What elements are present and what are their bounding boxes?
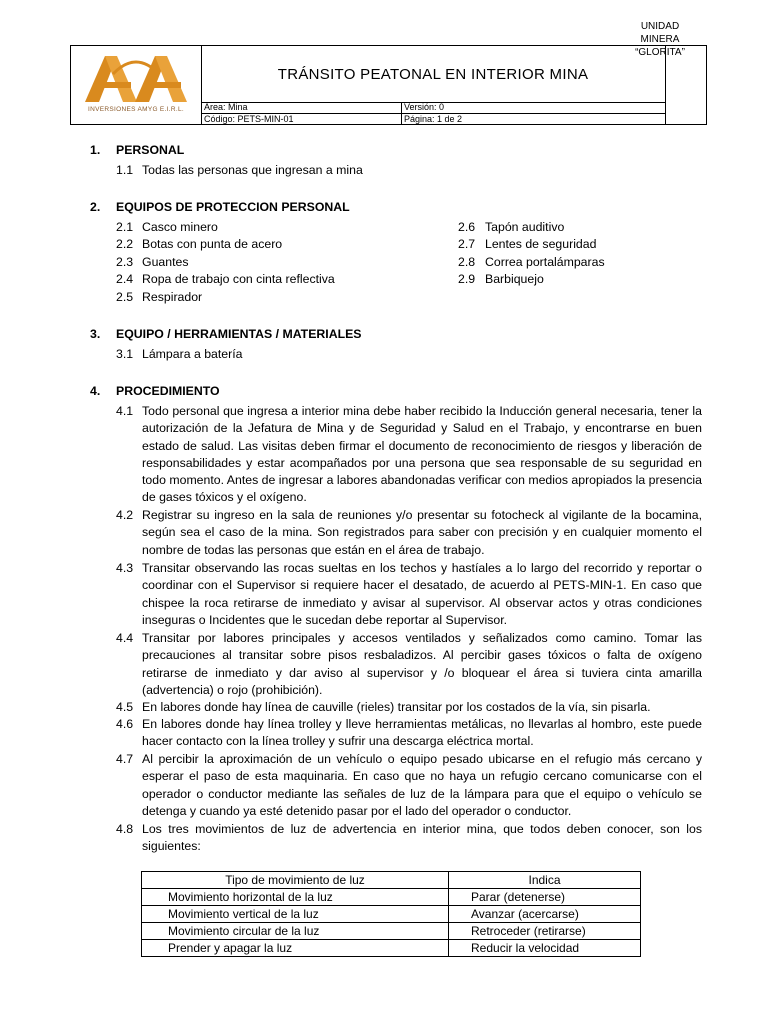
item-number: 4.2 xyxy=(116,508,134,522)
table-header-row xyxy=(142,872,641,889)
item-number: 4.4 xyxy=(116,631,134,645)
table-cell: Movimiento horizontal de la luz xyxy=(142,889,449,906)
table-row xyxy=(142,923,641,940)
list-item: Lámpara a batería xyxy=(142,347,243,361)
procedure-paragraph: Los tres movimientos de luz de advertencia en interior mina, que todos deben conocer, son los siguientes: xyxy=(142,822,702,854)
item-number: 2.8 xyxy=(458,255,476,269)
table-cell: Prender y apagar la luz xyxy=(142,940,449,957)
company-logo xyxy=(83,52,189,104)
section-4-title: PROCEDIMIENTO xyxy=(116,384,220,398)
table-cell: Reducir la velocidad xyxy=(449,940,641,957)
list-item: Respirador xyxy=(142,290,203,304)
table-cell: Movimiento vertical de la luz xyxy=(142,906,449,923)
list-item: Correa portalámparas xyxy=(485,255,605,269)
procedure-paragraph: Al percibir la aproximación de un vehículo o equipo pesado ubicarse en el refugio más cercano y esperar el paso de esta maquinaria. En caso que no haya un refugio cercano comunicarse con el operador o conductor mediante las señales de luz de la lámpara para que el equipo o vehículo se detenga y cuando ya esté detenido pasar por el lado del operador o conductor. xyxy=(142,752,702,818)
item-number: 4.8 xyxy=(116,822,134,836)
section-3-title: EQUIPO / HERRAMIENTAS / MATERIALES xyxy=(116,327,362,341)
list-item: Todas las personas que ingresan a mina xyxy=(142,163,363,177)
item-number: 2.6 xyxy=(458,220,476,234)
item-number: 2.5 xyxy=(116,290,134,304)
table-row xyxy=(142,906,641,923)
item-number: 3.1 xyxy=(116,347,134,361)
logo-cell xyxy=(71,46,202,124)
procedure-paragraph: Transitar por labores principales y accesos ventilados y señalizados como camino. Tomar las precauciones al transitar sobre pisos resbaladizos. Al percibir gases tóxicos o falta de oxígeno retirarse de inmediato y dar aviso al supervisor y /o bloquear el área si tuviera cinta amarilla (advertencia) o rojo (prohibición). xyxy=(142,631,702,697)
section-3-number: 3. xyxy=(90,327,101,341)
section-1-title: PERSONAL xyxy=(116,143,185,157)
table-cell: Movimiento circular de la luz xyxy=(142,923,449,940)
table-cell: Retroceder (retirarse) xyxy=(449,923,641,940)
section-1-number: 1. xyxy=(90,143,101,157)
table-cell: Parar (detenerse) xyxy=(449,889,641,906)
item-number: 4.3 xyxy=(116,561,134,575)
procedure-paragraph: Registrar su ingreso en la sala de reuniones y/o presentar su fotocheck al vigilante de la bocamina, según sea el caso de la mina. Son registrados para saber con precisión y en cualquier momento el nombre de todas las personas que están en el área de trabajo. xyxy=(142,508,702,557)
company-name: INVERSIONES AMYG E.I.R.L. xyxy=(88,106,184,113)
document-meta xyxy=(201,102,665,124)
procedure-paragraph: En labores donde hay línea trolley y lleve herramientas metálicas, no llevarlas al hombro, este puede hacer contacto con la línea trolley y sufrir una descarga eléctrica mortal. xyxy=(142,717,702,749)
list-item: Tapón auditivo xyxy=(485,220,565,234)
procedure-paragraph: En labores donde hay línea de cauville (rieles) transitar por los costados de la vía, sin pisarla. xyxy=(142,700,651,714)
item-number: 2.9 xyxy=(458,272,476,286)
column-header: Indica xyxy=(449,872,641,889)
list-item: Casco minero xyxy=(142,220,218,234)
section-4-number: 4. xyxy=(90,384,101,398)
item-number: 4.6 xyxy=(116,717,134,731)
list-item: Guantes xyxy=(142,255,189,269)
section-2-number: 2. xyxy=(90,200,101,214)
item-number: 2.3 xyxy=(116,255,134,269)
list-item: Botas con punta de acero xyxy=(142,237,283,251)
page-label: Página: 1 de 2 xyxy=(404,114,463,124)
list-item: Barbiquejo xyxy=(485,272,544,286)
item-number: 1.1 xyxy=(116,163,134,177)
item-number: 4.1 xyxy=(116,404,134,418)
list-item: Lentes de seguridad xyxy=(485,237,597,251)
column-header: Tipo de movimiento de luz xyxy=(142,872,449,889)
code-label: Código: PETS-MIN-01 xyxy=(204,114,294,124)
item-number: 2.2 xyxy=(116,237,134,251)
area-label: Area: Mina xyxy=(204,102,248,112)
table-row xyxy=(142,889,641,906)
procedure-paragraph: Transitar observando las rocas sueltas en los techos y hastíales a lo largo del recorrido y reportar o coordinar con el Supervisor si requiere hacer el desatado, de acuerdo al PETS-MIN-1. En caso que chispee la roca retirarse de inmediato y avisar al supervisor. Al observar actos y otras condiciones inseguras o Incidentes que le sucedan debe reportar al Supervisor. xyxy=(142,561,702,627)
unit-name: UNIDAD MINERA “GLORITA” xyxy=(635,21,685,58)
procedure-paragraph: Todo personal que ingresa a interior mina debe haber recibido la Inducción general necesaria, tener la autorización de la Jefatura de Mina y de Seguridad y Salud en el Trabajo, y encontrarse en buen estado de salud. Las visitas deben firmar el documento de reconocimiento de riesgos y liberación de responsabilidades y estar acompañados por una persona que sea responsable de su seguridad en todo momento. Antes de ingresar a labores abandonadas verificar con medios apropiados la presencia de gases tóxicos y el oxígeno. xyxy=(142,404,702,505)
item-number: 4.5 xyxy=(116,700,134,714)
item-number: 4.7 xyxy=(116,752,134,766)
light-signal-table xyxy=(141,871,641,957)
list-item: Ropa de trabajo con cinta reflectiva xyxy=(142,272,335,286)
item-number: 2.4 xyxy=(116,272,134,286)
item-number: 2.1 xyxy=(116,220,134,234)
version-label: Versión: 0 xyxy=(404,102,445,112)
item-number: 2.7 xyxy=(458,237,476,251)
document-title: TRÁNSITO PEATONAL EN INTERIOR MINA xyxy=(201,46,665,103)
table-row xyxy=(142,940,641,957)
table-cell: Avanzar (acercarse) xyxy=(449,906,641,923)
section-2-title: EQUIPOS DE PROTECCION PERSONAL xyxy=(116,200,350,214)
